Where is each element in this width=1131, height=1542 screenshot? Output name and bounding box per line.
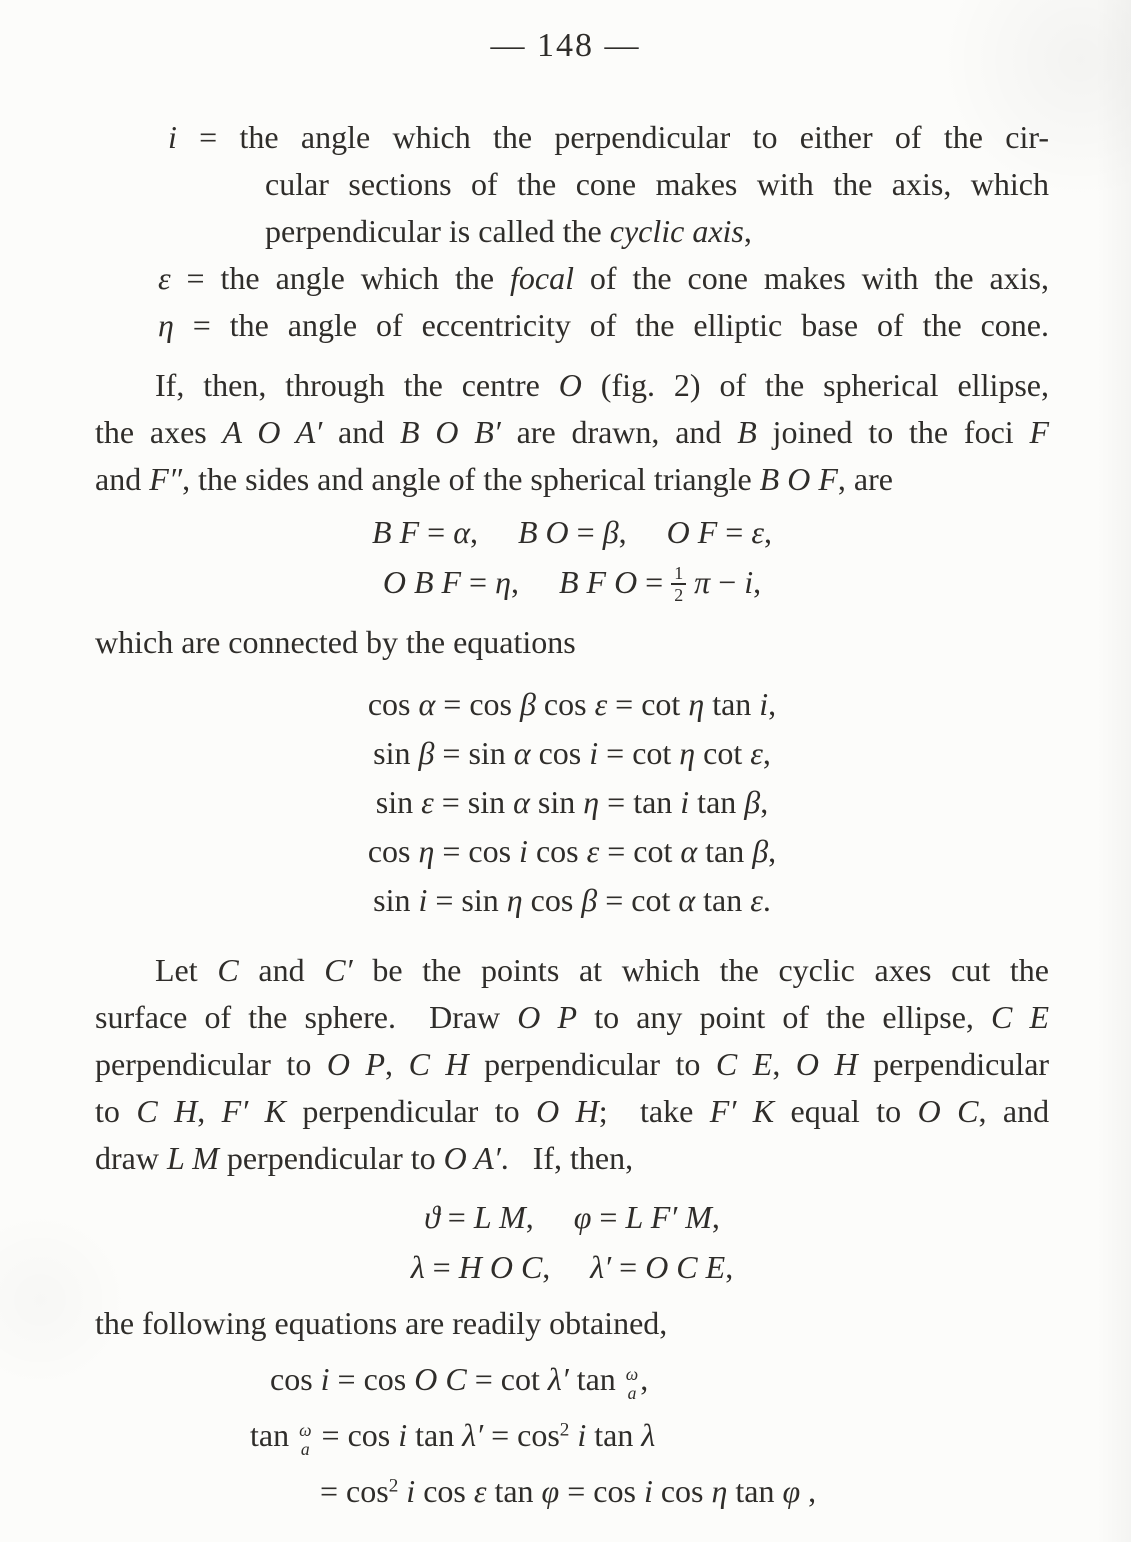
connector-text: the following equations are readily obtained, — [95, 1305, 668, 1341]
definition-block — [95, 114, 1049, 349]
equation-line: B F = α, B O = β, O F = ε, — [372, 514, 772, 550]
equation-block-triangle — [95, 507, 1049, 607]
page-content — [95, 114, 1049, 1519]
equation-line: tan ω a = cos i $\tan \lambda' = \cos^2 i$ tan λ — [250, 1417, 656, 1459]
definition-line-i-cont: cular sections of the cone makes with the axis, which — [265, 166, 1049, 202]
equation-line: sin i = sin η cos β = cot α tan ε. — [373, 882, 771, 918]
connector-text: which are connected by the equations — [95, 624, 576, 660]
equation-line: cos η = cos i cos ε = cot α tan β, — [367, 833, 777, 869]
equation-block-connected — [95, 680, 1049, 925]
definition-line-eta: η = the angle of eccentricity of the elliptic base of the cone. — [158, 307, 1049, 343]
paragraph-if-then — [95, 362, 1049, 503]
paragraph-line: the axes A O A′ and B O B′ are drawn, and B joined to the foci F — [95, 414, 1049, 450]
paragraph-line: perpendicular to O P, C H perpendicular to C E, O H perpendicular — [95, 1046, 1050, 1082]
equation-line: = $\cos^2 i$ cos ε tan φ = cos i cos η tan φ , — [320, 1473, 817, 1509]
page-number: — 148 — — [490, 27, 641, 64]
paragraph-line: Let C and C′ be the points at which the cyclic axes cut the — [155, 952, 1050, 988]
definition-line-epsilon: ε = the angle which the focal of the cone makes with the axis, — [158, 260, 1050, 296]
paragraph-let-c — [95, 947, 1049, 1182]
equation-line: λ = H O C, λ′ = O C E, — [410, 1249, 734, 1285]
equation-line: sin ε = sin α sin η = tan i tan β, — [375, 784, 769, 820]
equation-line: O B F = η, B F O = $\frac{1}{2}$ π − i, — [382, 563, 762, 606]
definition-line-i-end: perpendicular is called the cyclic axis, — [265, 213, 752, 249]
paragraph-line: surface of the sphere. Draw O P to any point of the ellipse, C E — [95, 999, 1050, 1035]
equation-line: sin β = sin α cos i = cot η cot ε, — [373, 735, 771, 771]
equation-line: ϑ = L M, φ = L F′ M, — [424, 1199, 720, 1235]
equation-block-angles — [95, 1192, 1049, 1292]
paragraph-line: draw L M perpendicular to O A′. If, then, — [95, 1140, 634, 1176]
paragraph-line: to C H, F′ K perpendicular to O H; take F′ K equal to O C, and — [95, 1093, 1050, 1129]
paragraph-line: If, then, through the centre O (fig. 2) of the spherical ellipse, — [155, 367, 1050, 403]
equation-line: cos i = cos O C = cot λ′ tan ω a , — [270, 1361, 649, 1403]
definition-line-i: i = the angle which the perpendicular to either of the cir- — [168, 119, 1049, 155]
equation-block-obtained — [95, 1351, 1049, 1519]
paragraph-line: and F″, the sides and angle of the spherical triangle B O F, are — [95, 461, 893, 497]
equation-line: cos α = cos β cos ε = cot η tan i, — [367, 686, 777, 722]
